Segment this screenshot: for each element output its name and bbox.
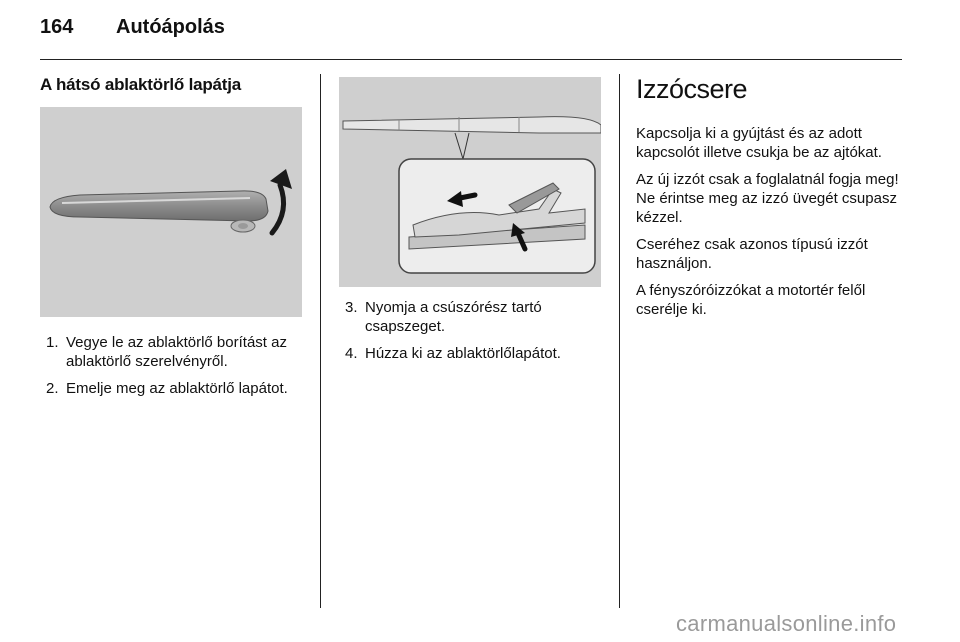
list-item <box>339 344 609 363</box>
list-item <box>40 333 310 371</box>
steps-list-left <box>40 333 310 406</box>
step-text: Nyomja a csúszórész tartó csapszeget. <box>365 299 542 335</box>
chapter-title: Autóápolás <box>116 16 225 38</box>
step-number: 4. <box>345 345 358 362</box>
section-heading-bulb-replacement: Izzócsere <box>636 74 748 104</box>
paragraph: A fényszóróizzókat a motortér felől cserélje ki. <box>636 282 866 318</box>
column-divider-2 <box>619 74 620 608</box>
step-number: 1. <box>46 334 59 351</box>
header-divider <box>40 59 902 60</box>
paragraph: Kapcsolja ki a gyújtást és az adott kapcsolót illetve csukja be az ajtókat. <box>636 125 882 161</box>
paragraph: Az új izzót csak a foglalatnál fogja meg! Ne érintse meg az izzó üvegét csupasz kézzel. <box>636 171 899 226</box>
step-text: Húzza ki az ablaktörlőlapátot. <box>365 345 561 362</box>
wiper-arm-illustration-icon <box>40 107 302 317</box>
step-number: 2. <box>46 380 59 397</box>
list-item <box>40 379 310 398</box>
right-body <box>636 124 906 327</box>
figure-wiper-blade <box>339 77 601 287</box>
step-text: Vegye le az ablaktörlő borítást az ablaktörlő szerelvényről. <box>66 334 287 370</box>
step-text: Emelje meg az ablaktörlő lapátot. <box>66 380 288 397</box>
step-number: 3. <box>345 299 358 316</box>
column-divider-1 <box>320 74 321 608</box>
watermark: carmanualsonline.info <box>676 611 897 636</box>
steps-list-middle <box>339 298 609 371</box>
paragraph: Cseréhez csak azonos típusú izzót használjon. <box>636 236 868 272</box>
page-number: 164 <box>40 16 74 38</box>
figure-wiper-arm <box>40 107 302 317</box>
section-title: A hátsó ablaktörlő lapátja <box>40 75 242 94</box>
wiper-blade-clip-illustration-icon <box>339 77 601 287</box>
list-item <box>339 298 609 336</box>
